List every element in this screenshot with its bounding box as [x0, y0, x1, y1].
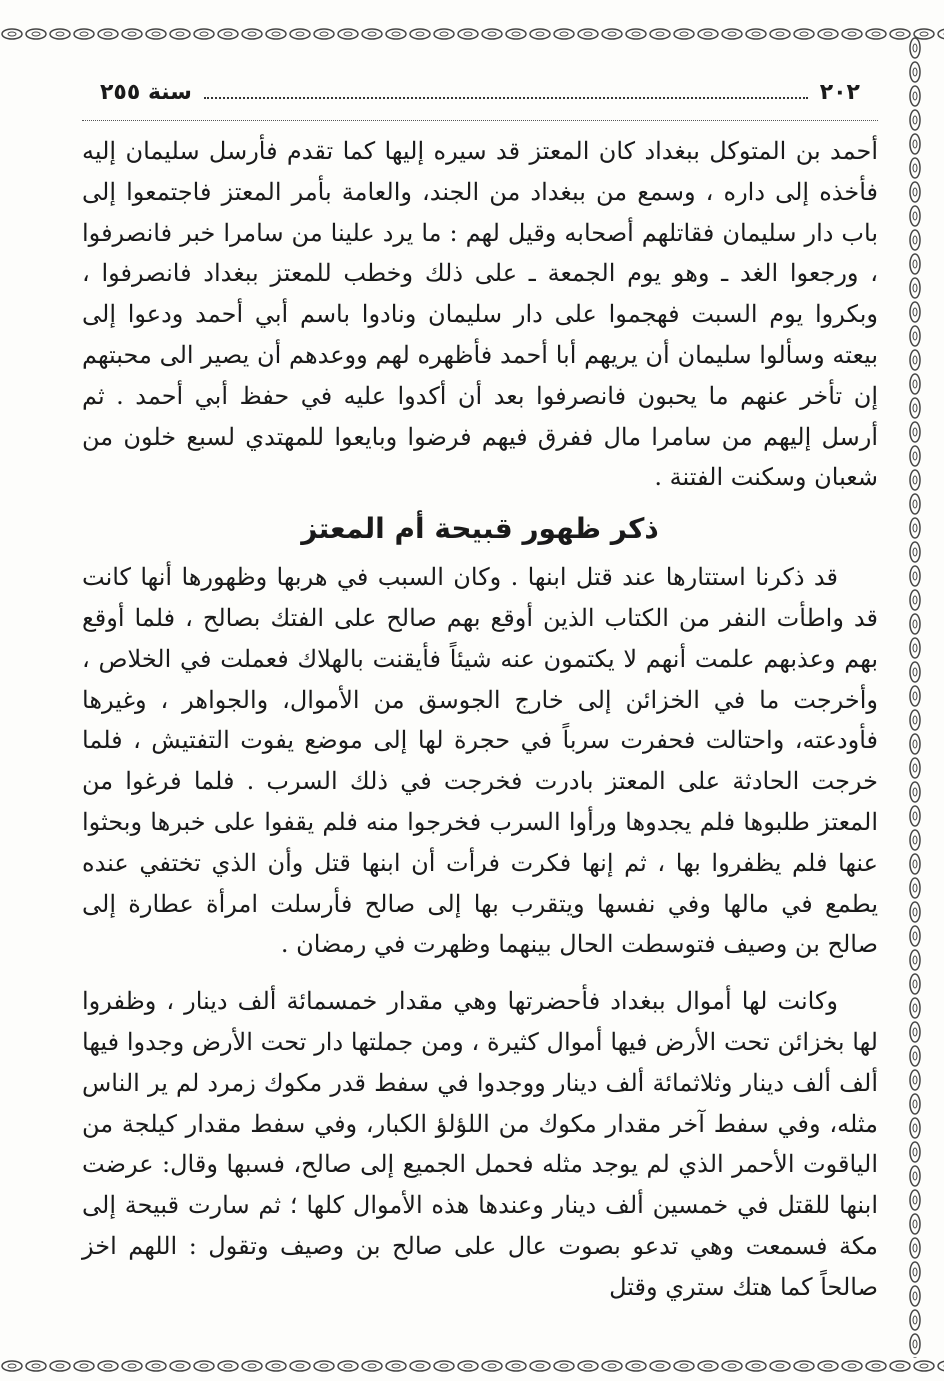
decorative-border-right [904, 36, 926, 1358]
page-number: ٢٠٢ [819, 80, 860, 105]
body-paragraph: وكانت لها أموال ببغداد فأحضرتها وهي مقدار خمسمائة ألف دينار ، وظفروا لها بخزائن تحت الأرض فيها أموال كثيرة ، ومن جملتها دار تحت الأرض وجدوا فيها ألف ألف دينار وثلاثمائة ألف دينار ووجدوا في سفط قدر مكوك زمرد لم ير الناس مثله، وفي سفط آخر مقدار مكوك من اللؤلؤ الكبار، وفي سفط مقدار كيلجة من الياقوت الأحمر الذي لم يوجد مثله فحمل الجميع إلى صالح، فسبها وقال: عرضت ابنها للقتل في خمسين ألف دينار وعندها هذه الأموال كلها ؛ ثم سارت قبيحة إلى مكة فسمعت وهي تدعو بصوت عال على صالح بن وصيف وتقول : اللهم اخز صالحاً كما هتك ستري وقتل [82, 987, 878, 1301]
running-head [82, 80, 878, 121]
decorative-border-top [0, 20, 944, 48]
body-paragraph-continuation: أحمد بن المتوكل ببغداد كان المعتز قد سيره إليها كما تقدم فأرسل سليمان إليه فأخذه إلى داره ، وسمع من ببغداد من الجند، والعامة بأمر المعتز فاجتمعوا إلى باب دار سليمان فقاتلهم أصحابه وقيل لهم : ما يرد علينا من سامرا خبر فانصرفوا ، ورجعوا الغد ـ وهو يوم الجمعة ـ على ذلك وخطب للمعتز ببغداد فانصرفوا ، وبكروا يوم السبت فهجموا على دار سليمان ونادوا باسم أبي أحمد ودعوا إلى بيعته وسألوا سليمان أن يريهم أبا أحمد فأظهره لهم ووعدهم أن يصير الى محبتهم إن تأخر عنهم ما يحبون فانصرفوا بعد أن أكدوا عليه في حفظ أبي أحمد . ثم أرسل إليهم من سامرا مال ففرق فيهم فرضوا وبايعوا للمهتدي لسبع خلون من شعبان وسكنت الفتنة . [82, 137, 879, 492]
body-paragraph: قد ذكرنا استتارها عند قتل ابنها . وكان السبب في هربها وظهورها أنها كانت قد واطأت النفر من الكتاب الذين أوقع بهم صالح على الفتك بصالح ، فلما أوقع بهم وعذبهم علمت أنهم لا يكتمون عنه شيئاً فأيقنت بالهلاك فعملت في الخلاص ، وأخرجت ما في الخزائن إلى خارج الجوسق من الأموال، والجواهر ، وغيرها فأودعته، واحتالت فحفرت سرباً في حجرة لها إلى موضع يفوت التفتيش ، فلما خرجت الحادثة على المعتز بادرت فخرجت في ذلك السرب . فلما فرغوا من المعتز طلبوها فلم يجدوها ورأوا السرب فخرجوا منه فلم يقفوا على خبرها وبحثوا عنها فلم يظفروا بها ، ثم إنها فكرت فرأت أن ابنها قتل وأن الذي تختفي عنده يطمع في مالها وفي نفسها ويتقرب بها إلى صالح فأرسلت امرأة عطارة إلى صالح بن وصيف فتوسطت الحال بينهما وظهرت في رمضان . [82, 563, 879, 959]
section-title: ذكر ظهور قبيحة أم المعتز [301, 512, 659, 546]
year-label: سنة ٢٥٥ [100, 80, 192, 105]
book-page [82, 80, 878, 1308]
dotted-leader [204, 97, 808, 99]
decorative-border-bottom [0, 1352, 944, 1380]
